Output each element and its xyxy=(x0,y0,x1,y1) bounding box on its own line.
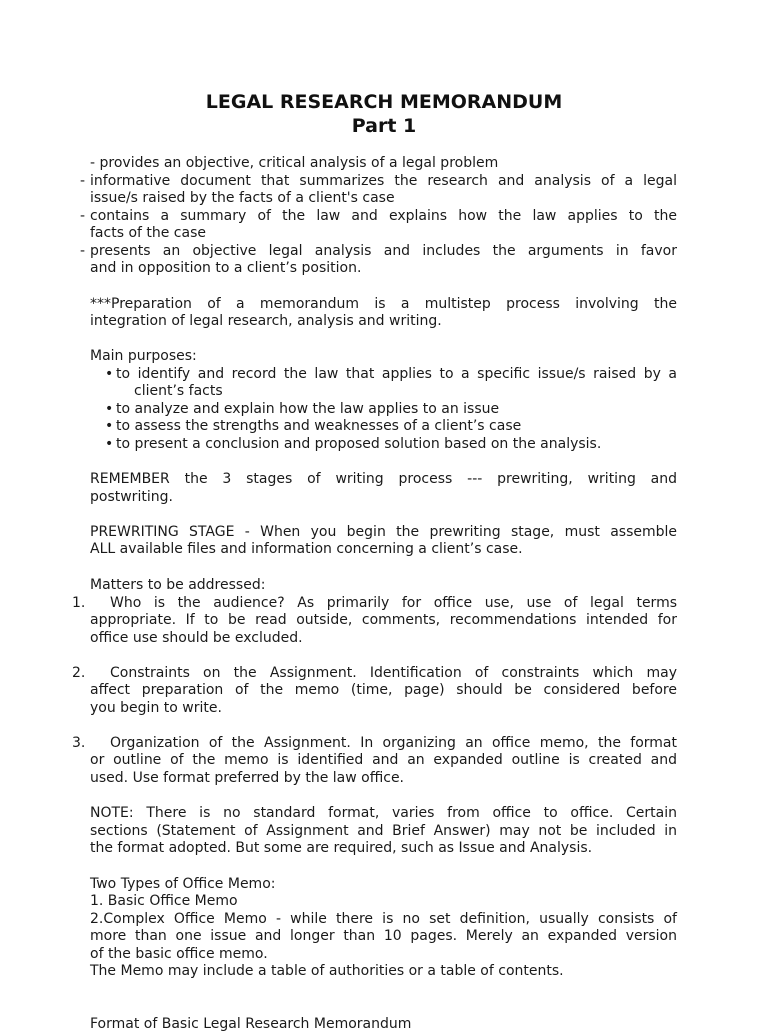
intro-first-line: - provides an objective, critical analysis of a legal problem xyxy=(90,155,499,171)
document-subtitle: Part 1 xyxy=(351,115,417,137)
remember-paragraph-line: postwriting. xyxy=(90,489,173,505)
document-title: LEGAL RESEARCH MEMORANDUM xyxy=(205,91,563,113)
matter-item-line: Who is the audience? As primarily for office use, use of legal terms xyxy=(110,595,677,611)
type-complex-line: more than one issue and longer than 10 pages. Merely an expanded version xyxy=(90,928,677,944)
intro-item-line: issue/s raised by the facts of a client's case xyxy=(90,190,395,206)
intro-item-line: presents an objective legal analysis and includes the arguments in favor xyxy=(90,243,677,259)
format-heading-cut: Format of Basic Legal Research Memorandum xyxy=(90,1016,412,1032)
matters-heading: Matters to be addressed: xyxy=(90,577,266,593)
bullet-icon: • xyxy=(105,436,114,452)
intro-item-line: contains a summary of the law and explains how the law applies to the xyxy=(90,208,677,224)
matter-item-line: affect preparation of the memo (time, page) should be considered before xyxy=(90,682,677,698)
purpose-item: to analyze and explain how the law applies to an issue xyxy=(116,401,500,417)
purposes-heading: Main purposes: xyxy=(90,348,197,364)
matter-item-line: office use should be excluded. xyxy=(90,630,303,646)
intro-item-line: facts of the case xyxy=(90,225,206,241)
intro-item-line: and in opposition to a client’s position. xyxy=(90,260,362,276)
matter-item-line: or outline of the memo is identified and an expanded outline is created and xyxy=(90,752,677,768)
memo-tables-note: The Memo may include a table of authorities or a table of contents. xyxy=(90,963,564,979)
remember-paragraph-line: REMEMBER the 3 stages of writing process --- prewriting, writing and xyxy=(90,471,677,487)
purpose-item: to identify and record the law that applies to a specific issue/s raised by a xyxy=(116,366,677,382)
intro-dash: - xyxy=(80,208,86,224)
matter-item-line: used. Use format preferred by the law office. xyxy=(90,770,405,786)
intro-dash: - xyxy=(80,243,86,259)
note-paragraph-line: sections (Statement of Assignment and Brief Answer) may not be included in xyxy=(90,823,677,839)
type-complex-line: 2.Complex Office Memo - while there is no set definition, usually consists of xyxy=(90,911,677,927)
prewriting-paragraph-line: ALL available files and information concerning a client’s case. xyxy=(90,541,523,557)
purpose-item: to present a conclusion and proposed solution based on the analysis. xyxy=(116,436,602,452)
note-paragraph-line: NOTE: There is no standard format, varies from office to office. Certain xyxy=(90,805,677,821)
matter-number: 3. xyxy=(72,735,86,751)
matter-item-line: appropriate. If to be read outside, comments, recommendations intended for xyxy=(90,612,677,628)
bullet-icon: • xyxy=(105,401,114,417)
matter-item-line: Constraints on the Assignment. Identification of constraints which may xyxy=(110,665,677,681)
prep-paragraph-line: integration of legal research, analysis and writing. xyxy=(90,313,442,329)
types-heading: Two Types of Office Memo: xyxy=(90,876,276,892)
note-paragraph-line: the format adopted. But some are required, such as Issue and Analysis. xyxy=(90,840,593,856)
matter-number: 2. xyxy=(72,665,86,681)
bullet-icon: • xyxy=(105,418,114,434)
bullet-icon: • xyxy=(105,366,114,382)
matter-number: 1. xyxy=(72,595,86,611)
intro-item-line: informative document that summarizes the research and analysis of a legal xyxy=(90,173,677,189)
type-basic: 1. Basic Office Memo xyxy=(90,893,238,909)
matter-item-line: you begin to write. xyxy=(90,700,222,716)
purpose-item: client’s facts xyxy=(134,383,223,399)
prewriting-paragraph-line: PREWRITING STAGE - When you begin the prewriting stage, must assemble xyxy=(90,524,677,540)
intro-dash: - xyxy=(80,173,86,189)
prep-paragraph-line: ***Preparation of a memorandum is a multistep process involving the xyxy=(90,296,677,312)
matter-item-line: Organization of the Assignment. In organizing an office memo, the format xyxy=(110,735,677,751)
type-complex-line: of the basic office memo. xyxy=(90,946,268,962)
purpose-item: to assess the strengths and weaknesses of a client’s case xyxy=(116,418,522,434)
